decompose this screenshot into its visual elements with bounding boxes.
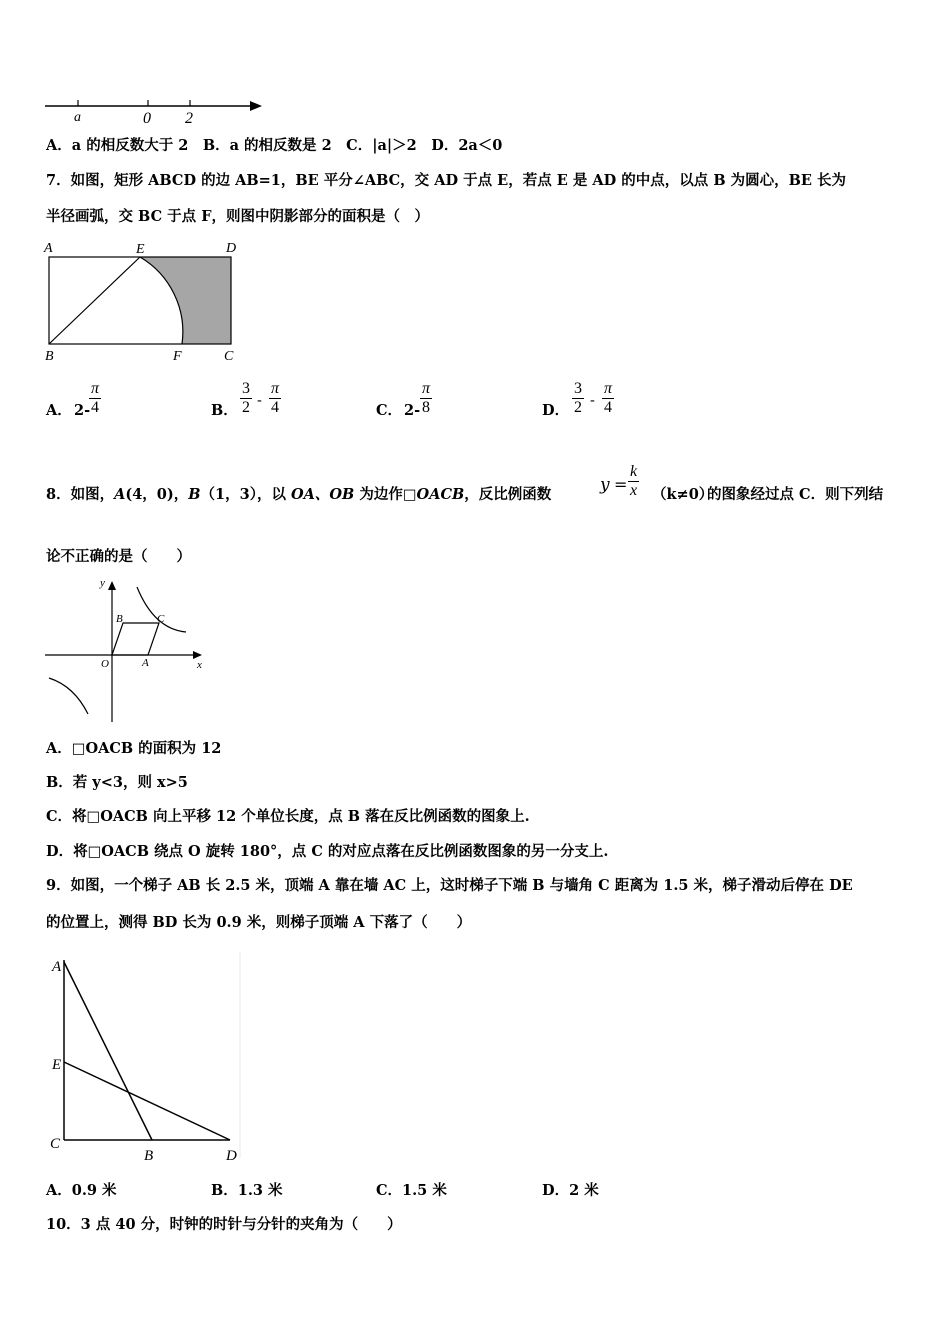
q7-option-d-fraction-1 xyxy=(572,380,584,417)
q8-point-b: B xyxy=(188,486,201,503)
q7-option-b-minus: - xyxy=(257,393,262,409)
q7-option-d-fraction-2 xyxy=(602,380,614,417)
q7-label-b: B xyxy=(45,349,54,364)
fraction-denominator: 8 xyxy=(422,399,430,416)
q7-label-f: F xyxy=(173,349,182,364)
fraction-numerator: π xyxy=(91,380,100,397)
q6-options: A．a 的相反数大于 2 B．a 的相反数是 2 C．|a|＞2 D．2a＜0 xyxy=(46,137,503,154)
fraction-numerator: π xyxy=(422,380,431,397)
q7-option-a-lead: 2- xyxy=(74,402,91,419)
q8-label-b: B xyxy=(116,613,123,625)
q8-coord-b: （1，3），以 xyxy=(200,486,292,503)
q9-label-a: A xyxy=(52,959,62,975)
q7-option-c-fraction xyxy=(420,380,432,417)
fraction-numerator: 3 xyxy=(242,380,250,397)
q8-fn-fraction xyxy=(628,463,639,500)
q7-option-b-letter: B． xyxy=(211,402,238,419)
q9-label-c: C xyxy=(50,1136,61,1152)
fraction-denominator: x xyxy=(630,482,638,499)
q8-label-a: A xyxy=(142,657,149,669)
q8-point-a: A xyxy=(114,486,126,503)
q10-line1: 10．3 点 40 分，时钟的时针与分针的夹角为（ ） xyxy=(46,1216,402,1233)
q8-label-c: C xyxy=(157,613,165,625)
q7-label-a: A xyxy=(44,241,53,256)
q9-option-b: B．1.3 米 xyxy=(211,1182,283,1199)
q8-condition: （k≠0） xyxy=(652,486,714,503)
fraction-numerator: k xyxy=(630,463,638,480)
q7-option-d-letter: D． xyxy=(542,402,570,419)
q7-line1: 7．如图，矩形 ABCD 的边 AB=1，BE 平分∠ABC，交 AD 于点 E，若点 E 是 AD 的中点，以点 B 为圆心，BE 长为 xyxy=(46,172,846,189)
numberline-label-2: 2 xyxy=(185,110,193,127)
q8-fn-y: y xyxy=(600,475,610,495)
q7-rectangle-figure xyxy=(40,236,250,366)
q9-label-e: E xyxy=(52,1057,62,1073)
q7-option-b-fraction-1 xyxy=(240,380,252,417)
q9-label-b: B xyxy=(144,1148,154,1164)
q8-prefix: 8．如图， xyxy=(46,486,115,503)
q9-label-d: D xyxy=(226,1148,237,1164)
q8-coord-a: (4，0)， xyxy=(125,486,189,503)
q7-option-a-fraction xyxy=(89,380,101,417)
q8-parallelogram: □OACB xyxy=(402,486,465,503)
fraction-numerator: π xyxy=(604,380,613,397)
q9-line2: 的位置上，测得 BD 长为 0.9 米，则梯子顶端 A 下落了（ ） xyxy=(46,914,472,931)
q8-line1 xyxy=(46,485,551,505)
numberline-label-a: a xyxy=(74,110,81,125)
q7-option-c-letter: C． xyxy=(376,402,403,419)
fraction-denominator: 4 xyxy=(604,399,612,416)
q7-option-b-fraction-2 xyxy=(269,380,281,417)
fraction-denominator: 2 xyxy=(242,399,250,416)
q7-label-d: D xyxy=(226,241,237,256)
q8-option-b: B．若 y<3，则 x>5 xyxy=(46,774,188,791)
q9-option-d: D．2 米 xyxy=(542,1182,599,1199)
q7-option-c-lead: 2- xyxy=(404,402,421,419)
q9-option-a: A．0.9 米 xyxy=(46,1182,117,1199)
numberline-label-0: 0 xyxy=(143,110,151,127)
q7-shaded-region xyxy=(140,257,231,344)
fraction-numerator: 3 xyxy=(574,380,582,397)
q8-option-c: C．将□OACB 向上平移 12 个单位长度，点 B 落在反比例函数的图象上. xyxy=(46,808,530,825)
q8-function-text: ，反比例函数 xyxy=(464,486,552,503)
fraction-denominator: 2 xyxy=(574,399,582,416)
q8-label-o: O xyxy=(101,658,109,670)
q9-ladder-figure xyxy=(40,948,250,1168)
q8-tail: 的图象经过点 C．则下列结 xyxy=(707,486,884,503)
number-line-figure xyxy=(40,92,270,128)
q8-option-d: D．将□OACB 绕点 O 旋转 180°，点 C 的对应点落在反比例函数图象的另一分支上. xyxy=(46,843,609,860)
q8-label-x: x xyxy=(197,659,202,671)
q9-option-c: C．1.5 米 xyxy=(376,1182,447,1199)
q9-line1: 9．如图，一个梯子 AB 长 2.5 米，顶端 A 靠在墙 AC 上，这时梯子下端 B 与墙角 C 距离为 1.5 米，梯子滑动后停在 DE xyxy=(46,877,853,894)
q7-label-c: C xyxy=(224,349,234,364)
q7-option-d-minus: - xyxy=(590,393,595,409)
fraction-denominator: 4 xyxy=(271,399,279,416)
q7-label-e: E xyxy=(136,242,145,257)
q8-sides: OA、OB xyxy=(291,486,355,503)
q7-line2: 半径画弧，交 BC 于点 F，则图中阴影部分的面积是（ ） xyxy=(46,208,430,225)
fraction-numerator: π xyxy=(271,380,280,397)
fraction-denominator: 4 xyxy=(91,399,99,416)
q8-option-a: A．□OACB 的面积为 12 xyxy=(46,740,222,757)
q7-option-a-letter: A． xyxy=(46,402,72,419)
q8-coordinate-figure xyxy=(40,574,210,726)
q8-mid: 为边作 xyxy=(354,486,403,503)
q8-label-y: y xyxy=(100,577,105,589)
q8-fn-eq: = xyxy=(614,475,628,494)
q8-line2: 论不正确的是（ ） xyxy=(46,548,191,565)
